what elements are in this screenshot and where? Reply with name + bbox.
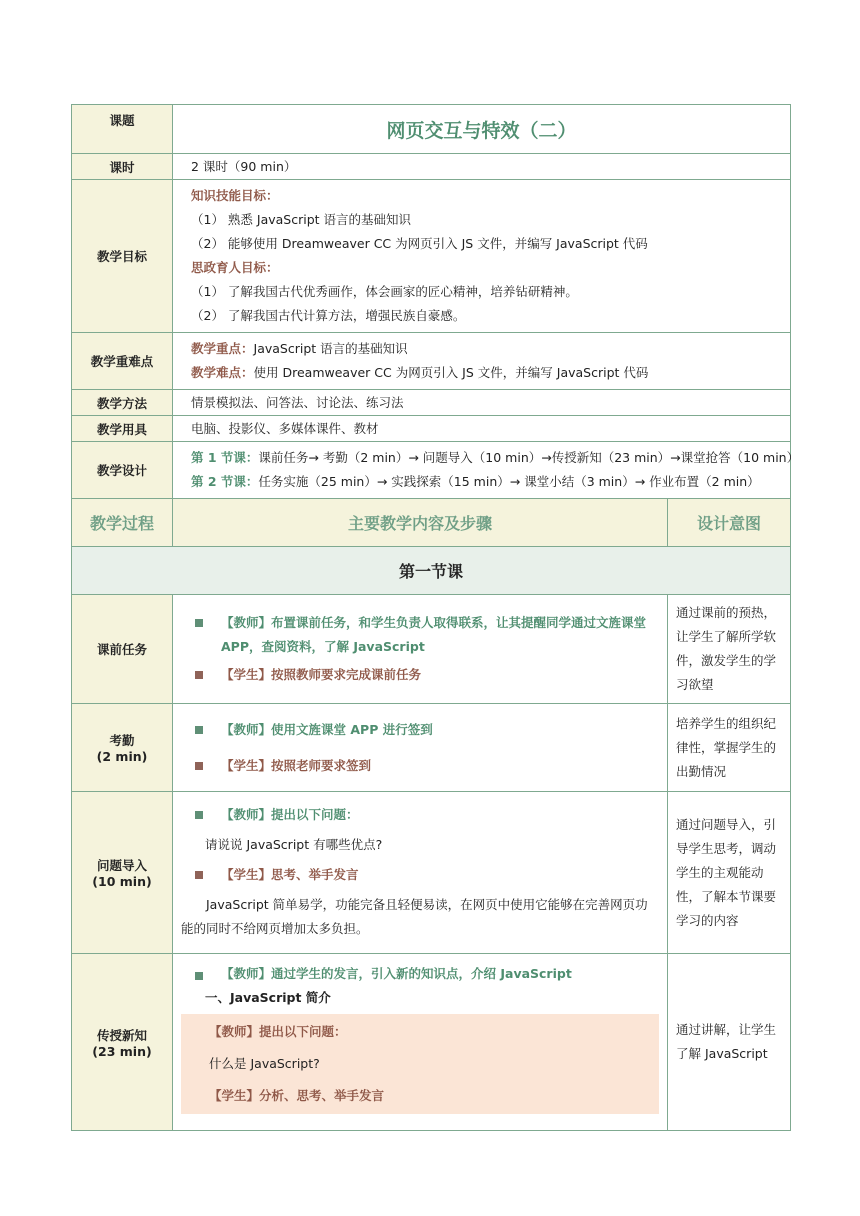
pre-task-row — [72, 595, 791, 704]
design-content — [173, 442, 800, 499]
lesson2-flow: 任务实施（25 min）→ 实践探索（15 min）→ 课堂小结（3 min）→ 作业布置（2 min） — [258, 474, 760, 489]
attendance-row — [72, 704, 791, 792]
square-bullet-icon — [195, 619, 203, 627]
ideology-item: （1） 了解我国古代优秀画作，体会画家的匠心精神，培养钻研精神。 — [191, 284, 578, 299]
knowledge-item: （1） 熟悉 JavaScript 语言的基础知识 — [191, 212, 412, 227]
difficulty-label: 教学难点： — [191, 365, 254, 380]
square-bullet-icon — [195, 972, 203, 980]
keypoints-content — [173, 333, 791, 390]
hours-row — [72, 154, 791, 180]
objectives-row — [72, 180, 791, 333]
focus-text: JavaScript 语言的基础知识 — [253, 341, 408, 356]
answer-text: JavaScript 简单易学，功能完备且轻便易读，在网页中使用它能够在完善网页功能的同时不给网页增加太多负担。 — [181, 896, 648, 936]
teaching-intent: 通过讲解，让学生了解 JavaScript — [668, 954, 791, 1131]
lesson1-label: 第 1 节课： — [191, 450, 259, 465]
tools-value: 电脑、投影仪、多媒体课件、教材 — [173, 416, 791, 442]
section-title: 第一节课 — [72, 547, 791, 595]
knowledge-title: 知识技能目标： — [191, 188, 279, 203]
section-heading: 一、JavaScript 简介 — [205, 990, 331, 1005]
tools-row — [72, 416, 791, 442]
objectives-label: 教学目标 — [72, 180, 173, 333]
lesson-plan-table — [71, 104, 800, 1131]
objectives-content — [173, 180, 791, 333]
ideology-title: 思政育人目标： — [191, 260, 279, 275]
methods-row — [72, 390, 791, 416]
attendance-content — [173, 704, 668, 792]
discussion-box — [181, 1014, 659, 1114]
difficulty-text: 使用 Dreamweaver CC 为网页引入 JS 文件，并编写 JavaScript 代码 — [253, 365, 649, 380]
teaching-row — [72, 954, 791, 1131]
question-content — [173, 792, 668, 954]
pre-task-label: 课前任务 — [72, 595, 173, 704]
teaching-content — [173, 954, 668, 1131]
teaching-duration: (23 min) — [92, 1043, 152, 1059]
question-row — [72, 792, 791, 954]
lesson1-flow: 课前任务→ 考勤（2 min）→ 问题导入（10 min）→传授新知（23 min）→课堂抢答（10 min） — [258, 450, 800, 465]
keypoints-label: 教学重难点 — [72, 333, 173, 390]
box-student-step: 【学生】分析、思考、举手发言 — [209, 1088, 385, 1103]
methods-label: 教学方法 — [72, 390, 173, 416]
teacher-step: 【教师】通过学生的发言，引入新的知识点，介绍 JavaScript — [221, 966, 572, 981]
pre-task-content — [173, 595, 668, 704]
attendance-duration: (2 min) — [96, 749, 148, 764]
attendance-label-cell — [72, 704, 173, 792]
focus-label: 教学重点： — [191, 341, 254, 356]
pre-task-intent: 通过课前的预热，让学生了解所学软件，激发学生的学习欲望 — [668, 595, 791, 704]
question-intent: 通过问题导入，引导学生思考，调动学生的主观能动性，了解本节课要学习的内容 — [668, 792, 791, 954]
square-bullet-icon — [195, 671, 203, 679]
question-label: 问题导入 — [96, 858, 147, 873]
hours-value: 2 课时（90 min） — [173, 154, 791, 180]
tools-label: 教学用具 — [72, 416, 173, 442]
lesson2-label: 第 2 节课： — [191, 474, 259, 489]
teaching-label-cell — [72, 954, 173, 1131]
design-label: 教学设计 — [72, 442, 173, 499]
teacher-step: 【教师】使用文旌课堂 APP 进行签到 — [221, 721, 433, 737]
design-row — [72, 442, 791, 499]
box-teacher-step: 【教师】提出以下问题： — [209, 1024, 347, 1039]
teaching-label: 传授新知 — [96, 1027, 147, 1043]
process-header-row — [72, 499, 791, 547]
section-row — [72, 547, 791, 595]
process-column-header: 教学过程 — [72, 499, 173, 547]
topic-label: 课题 — [72, 105, 173, 154]
student-step: 【学生】按照老师要求签到 — [221, 757, 372, 773]
question-duration: (10 min) — [92, 874, 152, 889]
question-text: 请说说 JavaScript 有哪些优点? — [205, 836, 383, 852]
teacher-step: 【教师】布置课前任务，和学生负责人取得联系，让其提醒同学通过文旌课堂 APP，查阅资料，了解 JavaScript — [221, 615, 647, 654]
box-question: 什么是 JavaScript? — [209, 1056, 320, 1071]
keypoints-row — [72, 333, 791, 390]
page-title: 网页交互与特效（二） — [173, 105, 791, 154]
square-bullet-icon — [195, 726, 203, 734]
square-bullet-icon — [195, 871, 203, 879]
methods-value: 情景模拟法、问答法、讨论法、练习法 — [173, 390, 791, 416]
content-column-header: 主要教学内容及步骤 — [173, 499, 668, 547]
teacher-step: 【教师】提出以下问题： — [221, 806, 359, 822]
square-bullet-icon — [195, 811, 203, 819]
student-step: 【学生】按照教师要求完成课前任务 — [221, 667, 422, 682]
ideology-item: （2） 了解我国古代计算方法，增强民族自豪感。 — [191, 308, 466, 323]
intent-column-header: 设计意图 — [668, 499, 791, 547]
question-label-cell — [72, 792, 173, 954]
student-step: 【学生】思考、举手发言 — [221, 866, 359, 882]
topic-row — [72, 105, 791, 154]
square-bullet-icon — [195, 762, 203, 770]
attendance-label: 考勤 — [109, 733, 135, 748]
knowledge-item: （2） 能够使用 Dreamweaver CC 为网页引入 JS 文件，并编写 JavaScript 代码 — [191, 236, 648, 251]
attendance-intent: 培养学生的组织纪律性，掌握学生的出勤情况 — [668, 704, 791, 792]
hours-label: 课时 — [72, 154, 173, 180]
